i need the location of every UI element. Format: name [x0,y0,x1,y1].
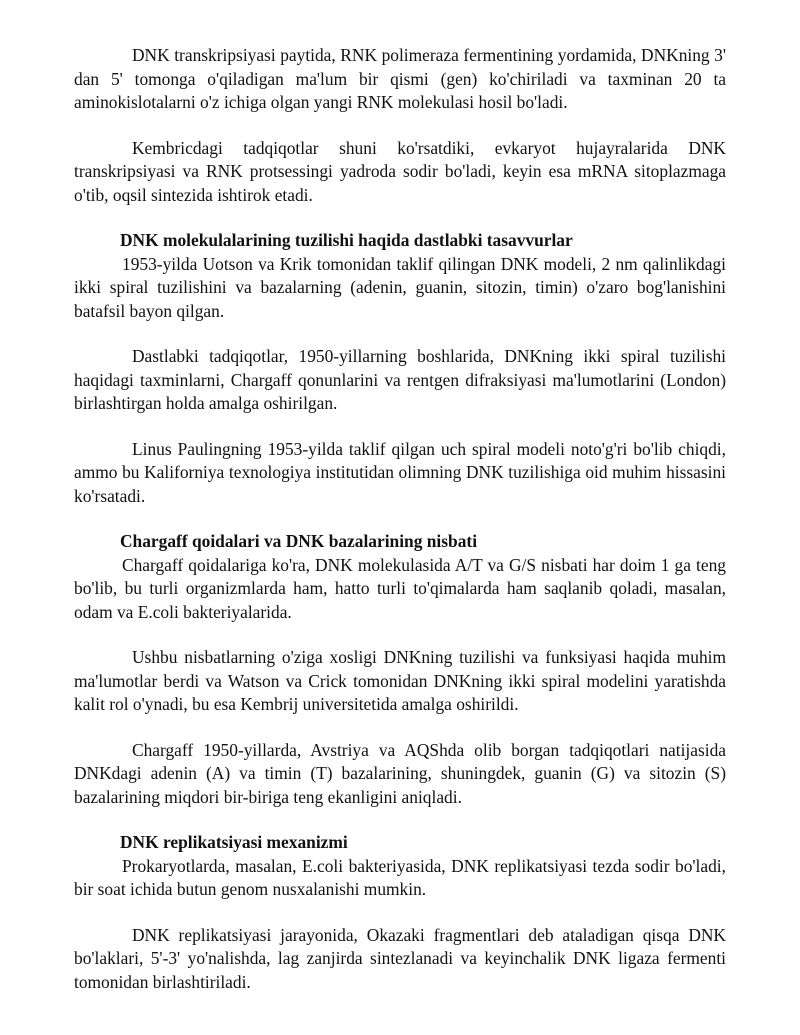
heading-dna-structure-ideas: DNK molekulalarining tuzilishi haqida dastlabki tasavvurlar [120,230,573,250]
paragraph-cambridge-research: Kembricdagi tadqiqotlar shuni ko'rsatdiki, evkaryot hujayralarida DNK transkripsiyasi va RNK protsessingi yadroda sodir bo'ladi, keyin esa mRNA sitoplazmaga o'tib, oqsil sintezida ishtirok etadi. [74,137,726,205]
heading-replication-mechanism: DNK replikatsiyasi mexanizmi [120,832,348,852]
paragraph-okazaki-fragments: DNK replikatsiyasi jarayonida, Okazaki fragmentlari deb ataladigan qisqa DNK bo'laklari, 5'-3' yo'nalishda, lag zanjirda sintezlanadi va keyinchalik DNK ligaza fermenti tomonidan birlashtiriladi. [74,924,726,992]
paragraph-watson-crick-model: 1953-yilda Uotson va Krik tomonidan taklif qilingan DNK modeli, 2 nm qalinlikdagi ikki spiral tuzilishini va bazalarning (adenin, guanin, sitozin, timin) o'zaro bog'lanishini batafsil bayon qilgan. [74,253,726,321]
paragraph-prokaryote-replication: Prokaryotlarda, masalan, E.coli bakteriyasida, DNK replikatsiyasi tezda sodir bo'ladi, bir soat ichida butun genom nusxalanishi mumkin. [74,855,726,899]
paragraph-chargaff-findings: Chargaff 1950-yillarda, Avstriya va AQShda olib borgan tadqiqotlari natijasida DNKdagi adenin (A) va timin (T) bazalarining, shuningdek, guanin (G) va sitozin (S) bazalarining miqdori bir-biriga teng ekanligini aniqladi. [74,739,726,807]
paragraph-early-research: Dastlabki tadqiqotlar, 1950-yillarning boshlarida, DNKning ikki spiral tuzilishi haqidagi taxminlarni, Chargaff qonunlarini va rentgen difraksiyasi ma'lumotlarini (London) birlashtirgan holda amalga oshirilgan. [74,346,726,413]
paragraph-transcription: DNK transkripsiyasi paytida, RNK polimeraza fermentining yordamida, DNKning 3' dan 5' tomonga o'qiladigan ma'lum bir qismi (gen) ko'chiriladi va taxminan 20 ta aminokislotalarni o'z ichiga olgan yangi RNK molekulasi hosil bo'ladi. [74,45,726,112]
document-page [74,44,726,994]
heading-chargaff-rules: Chargaff qoidalari va DNK bazalarining nisbati [120,531,478,551]
paragraph-chargaff-ratio: Chargaff qoidalariga ko'ra, DNK molekulasida A/T va G/S nisbati har doim 1 ga teng bo'lib, bu turli organizmlarda ham, hatto turli to'qimalarda ham saqlanib qoladi, masalan, odam va E.coli bakteriyalarida. [74,554,726,622]
paragraph-linus-pauling: Linus Paulingning 1953-yilda taklif qilgan uch spiral modeli noto'g'ri bo'lib chiqdi, ammo bu Kaliforniya texnologiya institutidan olimning DNK tuzilishiga oid muhim hissasini ko'rsatadi. [74,438,726,506]
paragraph-ratio-specificity: Ushbu nisbatlarning o'ziga xosligi DNKning tuzilishi va funksiyasi haqida muhim ma'lumotlar berdi va Watson va Crick tomonidan DNKning ikki spiral modelini yaratishda kalit rol o'ynadi, bu esa Kembrij universitetida amalga oshirildi. [74,647,726,714]
